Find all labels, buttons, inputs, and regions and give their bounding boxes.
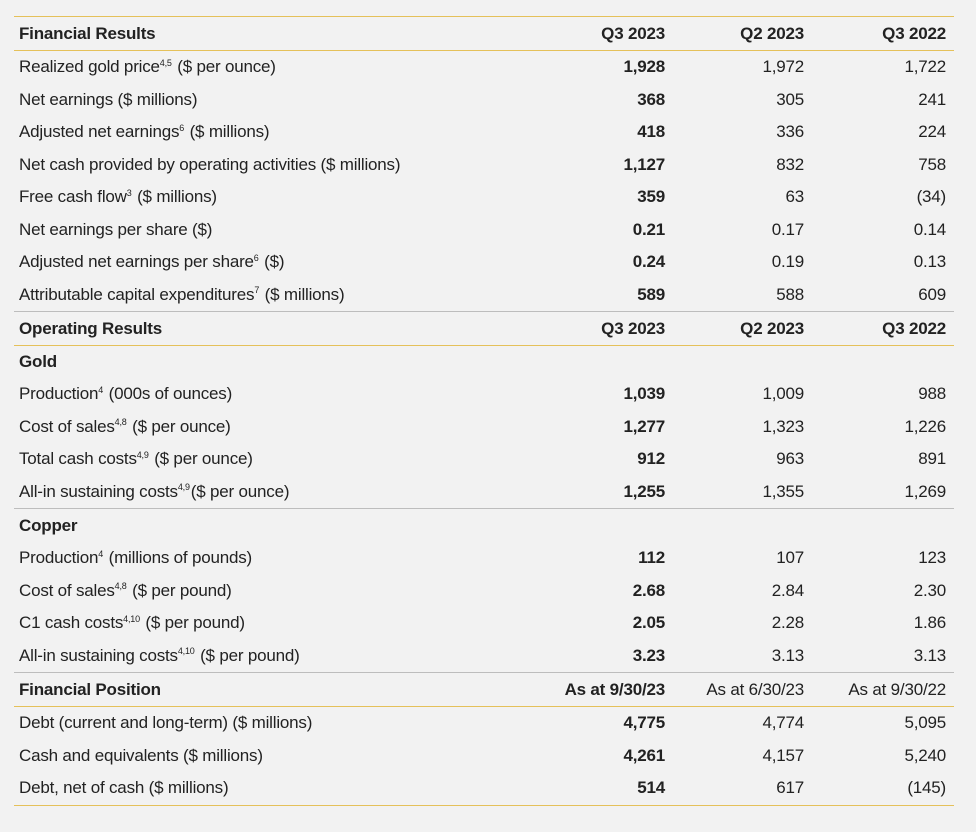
value-cell: 418 bbox=[637, 122, 665, 142]
row-label: All-in sustaining costs$^{4,9}$($ per ounce) bbox=[19, 481, 290, 501]
value-cell: 1,127 bbox=[623, 154, 665, 174]
value-cell: 589 bbox=[637, 284, 665, 304]
gold-subheader-label: Gold bbox=[19, 352, 57, 371]
value-cell: 359 bbox=[637, 187, 665, 207]
row-label: Debt, net of cash ($ millions) bbox=[19, 778, 229, 798]
gold-row bbox=[14, 443, 954, 476]
value-cell: 112 bbox=[638, 548, 665, 568]
value-cell: 2.84 bbox=[771, 580, 804, 600]
value-cell: 1,039 bbox=[623, 384, 665, 404]
footnote-ref: 4 bbox=[98, 548, 104, 559]
row-label: Production$^4$ (millions of pounds) bbox=[19, 548, 253, 568]
value-cell: 891 bbox=[918, 449, 946, 469]
value-cell: 0.14 bbox=[913, 219, 946, 239]
financial-results-col-header: Q3 2023 bbox=[601, 23, 665, 43]
gold-row bbox=[14, 411, 954, 444]
row-label: Total cash costs$^{4,9}$ ($ per ounce) bbox=[19, 449, 253, 469]
row-label: Cash and equivalents ($ millions) bbox=[19, 745, 263, 765]
financial-results-row bbox=[14, 51, 954, 84]
financial-results-row bbox=[14, 84, 954, 117]
value-cell: 107 bbox=[776, 548, 804, 568]
row-label: Debt (current and long-term) ($ millions) bbox=[19, 713, 313, 733]
value-cell: (145) bbox=[907, 778, 946, 798]
value-cell: 4,261 bbox=[623, 745, 665, 765]
financial-position-row bbox=[14, 772, 954, 806]
financial-results-header-row bbox=[14, 16, 954, 51]
financial-results-col-header: Q2 2023 bbox=[740, 23, 804, 43]
footnote-ref: 4,10 bbox=[123, 613, 140, 624]
financial-table bbox=[14, 16, 954, 806]
value-cell: 1,269 bbox=[904, 481, 946, 501]
value-cell: (34) bbox=[916, 187, 946, 207]
footnote-ref: 7 bbox=[254, 285, 260, 296]
footnote-ref: 4,10 bbox=[177, 646, 195, 657]
value-cell: 1,009 bbox=[762, 384, 804, 404]
value-cell: 224 bbox=[918, 122, 946, 142]
operating-results-title: Operating Results bbox=[19, 318, 163, 338]
value-cell: 336 bbox=[776, 122, 804, 142]
value-cell: 1,255 bbox=[623, 481, 665, 501]
row-label: All-in sustaining costs$^{4,10}$ ($ per pound) bbox=[19, 645, 300, 665]
operating-results-col-header: Q2 2023 bbox=[740, 318, 804, 338]
footnote-ref: 4,5 bbox=[159, 57, 172, 68]
value-cell: 1,722 bbox=[904, 57, 946, 77]
row-label: Cost of sales$^{4,8}$ ($ per ounce) bbox=[19, 416, 231, 436]
value-cell: 0.24 bbox=[632, 252, 665, 272]
value-cell: 1,972 bbox=[762, 57, 804, 77]
value-cell: 0.17 bbox=[771, 219, 804, 239]
value-cell: 617 bbox=[776, 778, 804, 798]
value-cell: 123 bbox=[918, 548, 946, 568]
value-cell: 1,355 bbox=[762, 481, 804, 501]
financial-results-row bbox=[14, 279, 954, 313]
financial-position-col-header: As at 9/30/23 bbox=[564, 679, 665, 699]
value-cell: 4,774 bbox=[762, 713, 804, 733]
value-cell: 4,775 bbox=[623, 713, 665, 733]
gold-row bbox=[14, 378, 954, 411]
row-label: Adjusted net earnings$^6$ ($ millions) bbox=[19, 122, 270, 142]
value-cell: 3.13 bbox=[771, 645, 804, 665]
row-label: Net cash provided by operating activities ($ millions) bbox=[19, 154, 401, 174]
value-cell: 588 bbox=[776, 284, 804, 304]
footnote-ref: 3 bbox=[126, 187, 132, 198]
value-cell: 63 bbox=[785, 187, 804, 207]
value-cell: 1,277 bbox=[623, 416, 665, 436]
value-cell: 0.19 bbox=[771, 252, 804, 272]
gold-row bbox=[14, 476, 954, 510]
row-label: Net earnings ($ millions) bbox=[19, 89, 198, 109]
value-cell: 609 bbox=[918, 284, 946, 304]
financial-results-row bbox=[14, 149, 954, 182]
copper-row bbox=[14, 575, 954, 608]
financial-position-title: Financial Position bbox=[19, 679, 161, 699]
value-cell: 5,095 bbox=[904, 713, 946, 733]
financial-position-col-header: As at 9/30/22 bbox=[848, 679, 946, 699]
footnote-ref: 4,8 bbox=[114, 581, 127, 592]
footnote-ref: 6 bbox=[253, 252, 259, 263]
row-label: Realized gold price$^{4,5}$ ($ per ounce) bbox=[19, 57, 276, 77]
value-cell: 0.21 bbox=[632, 219, 665, 239]
footnote-ref: 4 bbox=[98, 384, 104, 395]
footnote-ref: 4,9 bbox=[177, 482, 190, 493]
value-cell: 4,157 bbox=[762, 745, 804, 765]
value-cell: 514 bbox=[637, 778, 665, 798]
value-cell: 305 bbox=[776, 89, 804, 109]
value-cell: 2.28 bbox=[771, 613, 804, 633]
value-cell: 368 bbox=[637, 89, 665, 109]
financial-position-col-header: As at 6/30/23 bbox=[706, 679, 804, 699]
row-label: Adjusted net earnings per share$^6$ ($) bbox=[19, 252, 285, 272]
footnote-ref: 4,9 bbox=[136, 449, 149, 460]
value-cell: 1,323 bbox=[762, 416, 804, 436]
financial-results-row bbox=[14, 246, 954, 279]
value-cell: 912 bbox=[637, 449, 665, 469]
financial-results-row bbox=[14, 116, 954, 149]
value-cell: 988 bbox=[918, 384, 946, 404]
value-cell: 5,240 bbox=[904, 745, 946, 765]
value-cell: 2.68 bbox=[632, 580, 665, 600]
financial-results-title: Financial Results bbox=[19, 23, 156, 43]
operating-results-col-header: Q3 2022 bbox=[882, 318, 946, 338]
financial-results-row bbox=[14, 214, 954, 247]
financial-position-row bbox=[14, 740, 954, 773]
financial-position-header-row bbox=[14, 673, 954, 707]
financial-results-row bbox=[14, 181, 954, 214]
financial-results-col-header: Q3 2022 bbox=[882, 23, 946, 43]
value-cell: 2.05 bbox=[632, 613, 665, 633]
copper-row bbox=[14, 542, 954, 575]
value-cell: 1,226 bbox=[904, 416, 946, 436]
copper-subheader-label: Copper bbox=[19, 515, 78, 535]
value-cell: 1,928 bbox=[623, 57, 665, 77]
gold-subheader bbox=[14, 346, 954, 378]
value-cell: 2.30 bbox=[913, 580, 946, 600]
row-label: Net earnings per share ($) bbox=[19, 219, 213, 239]
copper-row bbox=[14, 640, 954, 674]
footnote-ref: 4,8 bbox=[114, 417, 127, 428]
value-cell: 1.86 bbox=[913, 613, 946, 633]
row-label: Cost of sales$^{4,8}$ ($ per pound) bbox=[19, 580, 232, 600]
copper-row bbox=[14, 607, 954, 640]
value-cell: 963 bbox=[776, 449, 804, 469]
footnote-ref: 6 bbox=[179, 122, 185, 133]
copper-subheader bbox=[14, 509, 954, 542]
row-label: Free cash flow$^3$ ($ millions) bbox=[19, 187, 217, 207]
value-cell: 3.23 bbox=[632, 645, 665, 665]
operating-results-col-header: Q3 2023 bbox=[601, 318, 665, 338]
value-cell: 0.13 bbox=[913, 252, 946, 272]
value-cell: 758 bbox=[918, 154, 946, 174]
row-label: Production$^4$ (000s of ounces) bbox=[19, 384, 233, 404]
value-cell: 832 bbox=[776, 154, 804, 174]
financial-position-row bbox=[14, 707, 954, 740]
operating-results-header-row bbox=[14, 312, 954, 346]
row-label: C1 cash costs$^{4,10}$ ($ per pound) bbox=[19, 613, 245, 633]
row-label: Attributable capital expenditures$^7$ ($ millions) bbox=[19, 284, 345, 304]
value-cell: 241 bbox=[918, 89, 946, 109]
value-cell: 3.13 bbox=[913, 645, 946, 665]
